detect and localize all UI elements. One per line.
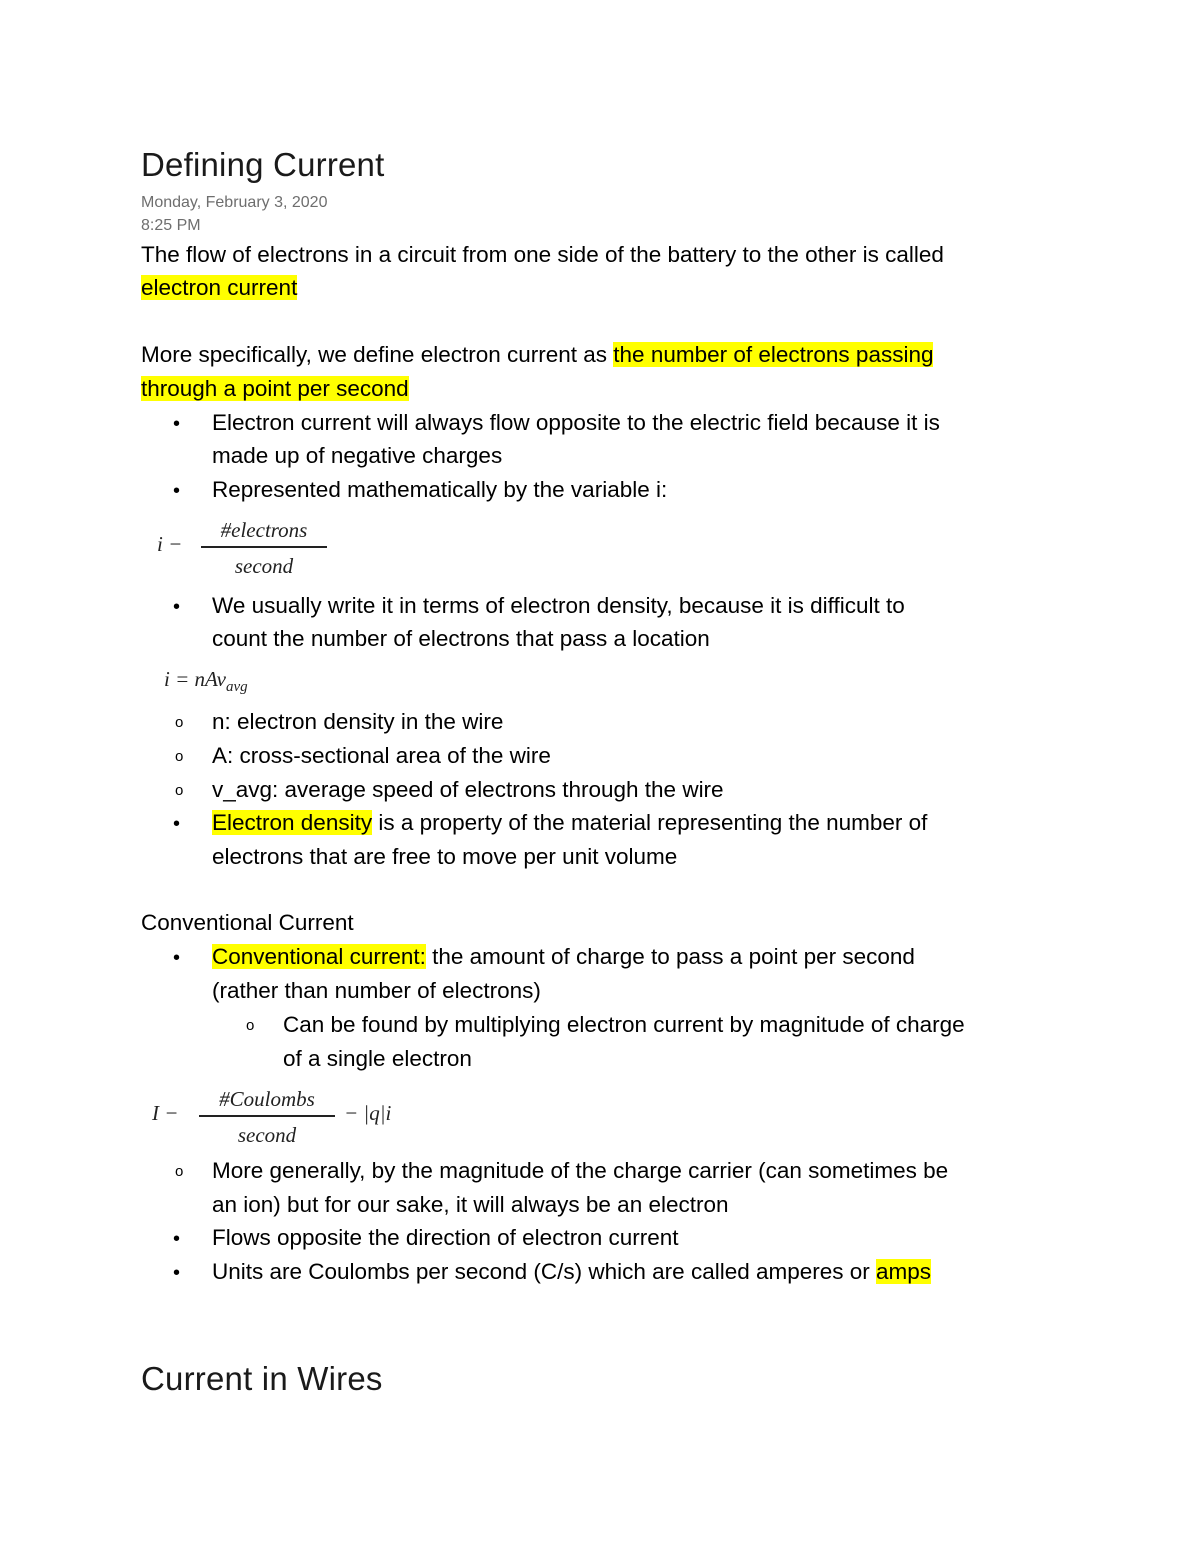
highlight-electron-density: Electron density: [212, 810, 373, 835]
bullet-density-line-1: We usually write it in terms of electron density, because it is difficult to: [212, 593, 905, 618]
highlight-amps: amps: [876, 1259, 932, 1284]
definition-line-2: [141, 376, 409, 402]
fraction-bar: [201, 546, 327, 548]
formula2: [164, 667, 248, 696]
bullet-dot-icon: •: [173, 413, 181, 435]
density-rest: is a property of the material representing the number of: [372, 810, 928, 835]
page-title: Defining Current: [141, 146, 385, 183]
definition-n: n: electron density in the wire: [212, 709, 504, 734]
density-line-2: electrons that are free to move per unit volume: [212, 844, 678, 869]
circle-bullet-icon: o: [175, 1163, 184, 1180]
definition-vavg: v_avg: average speed of electrons through the wire: [212, 777, 724, 802]
bullet-dot-icon: •: [173, 947, 181, 969]
formula3-rhs: − |q|i: [344, 1101, 392, 1125]
definition-lead: More specifically, we define electron current as: [141, 342, 614, 367]
section-title-current-in-wires: Current in Wires: [141, 1360, 383, 1397]
bullet-dot-icon: •: [173, 1262, 181, 1284]
definition-highlight-1: the number of electrons passing: [613, 342, 934, 367]
circle-bullet-icon: o: [175, 748, 184, 765]
formula1-numerator: #electrons: [220, 518, 308, 542]
bullet-dot-icon: •: [173, 813, 181, 835]
intro-line: The flow of electrons in a circuit from one side of the battery to the other is called: [141, 242, 944, 267]
formula2-main: i = nAv: [164, 667, 226, 691]
carrier-line-2: an ion) but for our sake, it will always be an electron: [212, 1192, 729, 1217]
formula1-lhs: i −: [157, 532, 183, 556]
units-line: [212, 1259, 931, 1285]
fraction-bar: [199, 1115, 335, 1117]
formula3-numerator: #Coulombs: [219, 1087, 315, 1111]
formula3-lhs: I −: [152, 1101, 179, 1125]
bullet-field-line-1: Electron current will always flow opposite to the electric field because it is: [212, 410, 940, 435]
carrier-line-1: More generally, by the magnitude of the charge carrier (can sometimes be: [212, 1158, 949, 1183]
flows-opposite: Flows opposite the direction of electron current: [212, 1225, 679, 1250]
formula3-denominator: second: [237, 1122, 297, 1147]
definition-highlight-2: through a point per second: [141, 376, 409, 401]
definition-a: A: cross-sectional area of the wire: [212, 743, 551, 768]
bullet-dot-icon: •: [173, 480, 181, 502]
conventional-sub-line-1: Can be found by multiplying electron current by magnitude of charge: [283, 1012, 965, 1037]
bullet-dot-icon: •: [173, 596, 181, 618]
formula1-fraction: [201, 518, 327, 578]
conventional-rest: the amount of charge to pass a point per second: [425, 944, 915, 969]
page-time: 8:25 PM: [141, 217, 201, 234]
highlight-electron-current: electron current: [141, 275, 298, 300]
conventional-sub-line-2: of a single electron: [283, 1046, 472, 1071]
circle-bullet-icon: o: [175, 782, 184, 799]
page-date: Monday, February 3, 2020: [141, 194, 328, 211]
bullet-variable: Represented mathematically by the variable i:: [212, 477, 668, 502]
conventional-line-1: [212, 944, 915, 970]
intro-highlight-line: [141, 275, 297, 301]
formula1-denominator: second: [234, 553, 294, 578]
bullet-density-line-2: count the number of electrons that pass a location: [212, 626, 710, 651]
highlight-conventional-current: Conventional current:: [212, 944, 426, 969]
definition-line-1: [141, 342, 933, 368]
conventional-line-2: (rather than number of electrons): [212, 978, 541, 1003]
conventional-heading: Conventional Current: [141, 910, 354, 935]
density-line-1: [212, 810, 927, 836]
circle-bullet-icon: o: [175, 714, 184, 731]
bullet-dot-icon: •: [173, 1228, 181, 1250]
formula2-subscript: avg: [226, 679, 248, 695]
formula3-fraction: [199, 1087, 335, 1147]
bullet-field-line-2: made up of negative charges: [212, 443, 503, 468]
circle-bullet-icon: o: [246, 1017, 255, 1034]
units-text: Units are Coulombs per second (C/s) which are called amperes or: [212, 1259, 877, 1284]
